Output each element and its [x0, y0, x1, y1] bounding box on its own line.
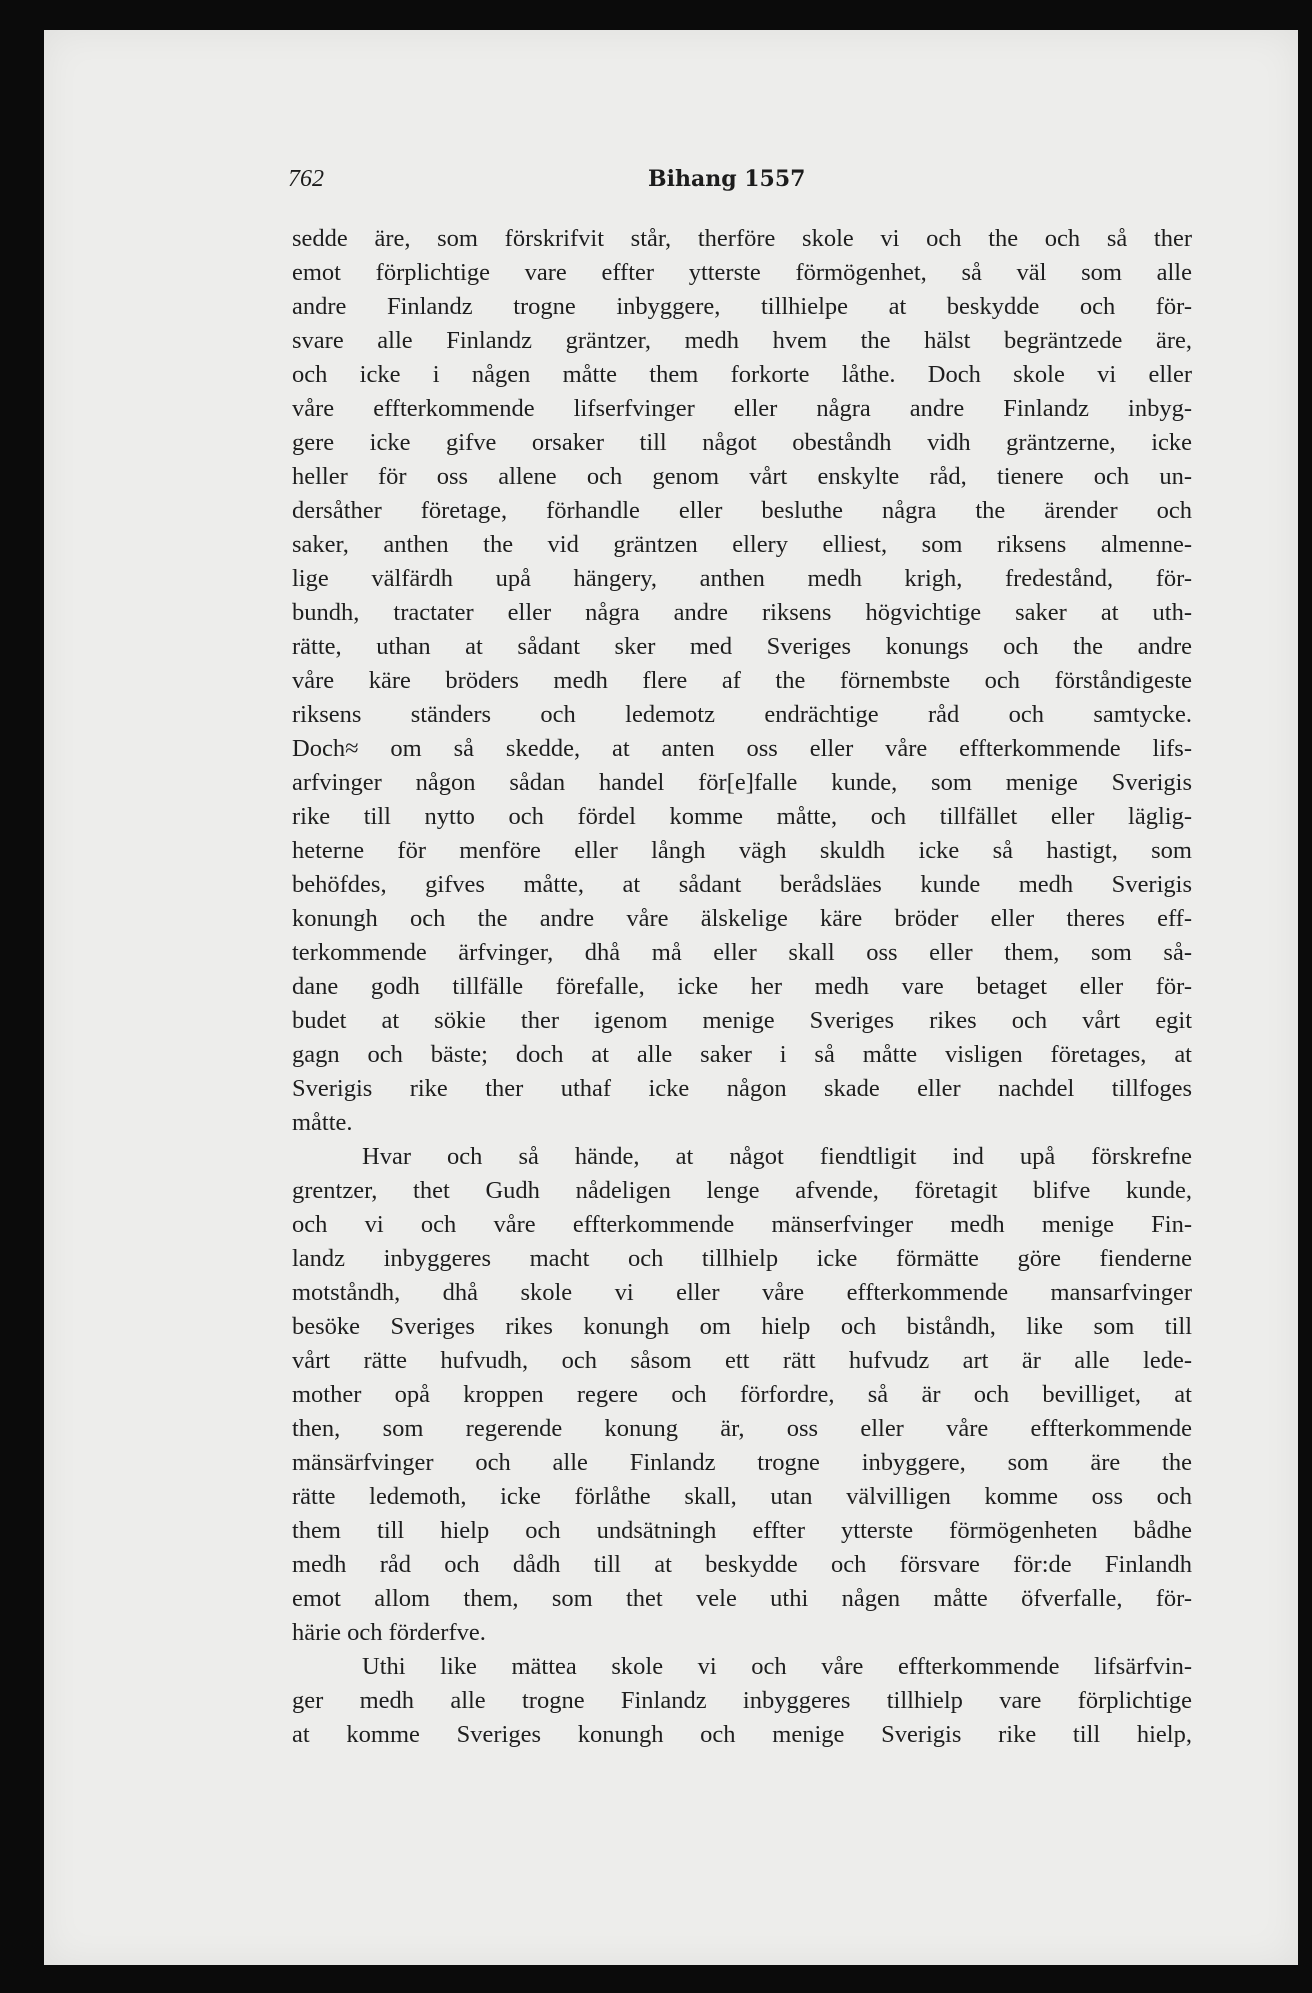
text-line: dane godh tillfälle förefalle, icke her medh vare betaget eller för-	[292, 973, 1192, 1000]
text-line: medh råd och dådh till at beskydde och försvare för:de Finlandh	[292, 1551, 1192, 1578]
text-line: them till hielp och undsätningh effter ytterste förmögenheten bådhe	[292, 1517, 1192, 1544]
text-line: Doch≈ om så skedde, at anten oss eller våre effterkommende lifs-	[292, 735, 1192, 762]
text-line: våre käre bröders medh flere af the förnembste och förståndigeste	[292, 667, 1192, 694]
text-line: måtte.	[292, 1109, 353, 1136]
text-line: mother opå kroppen regere och förfordre, så är och bevilliget, at	[292, 1381, 1192, 1408]
text-line: riksens ständers och ledemotz endrächtige råd och samtycke.	[292, 701, 1192, 728]
text-line: konungh och the andre våre älskelige käre bröder eller theres eff-	[292, 905, 1192, 932]
text-line: mänsärfvinger och alle Finlandz trogne inbyggere, som äre the	[292, 1449, 1192, 1476]
text-line: terkommende ärfvinger, dhå må eller skall oss eller them, som så-	[292, 939, 1192, 966]
page-number: 762	[288, 166, 324, 192]
text-line: och icke i någen måtte them forkorte låthe. Doch skole vi eller	[292, 361, 1192, 388]
text-line: emot allom them, som thet vele uthi någen måtte öfverfalle, för-	[292, 1585, 1192, 1612]
text-line: rätte, uthan at sådant sker med Sveriges konungs och the andre	[292, 633, 1192, 660]
text-line: behöfdes, gifves måtte, at sådant berådsläes kunde medh Sverigis	[292, 871, 1192, 898]
text-line: härie och förderfve.	[292, 1619, 486, 1646]
text-line: arfvinger någon sådan handel för[e]falle kunde, som menige Sverigis	[292, 769, 1192, 796]
body-text	[292, 222, 1192, 1752]
text-line: ger medh alle trogne Finlandz inbyggeres tillhielp vare förplichtige	[292, 1687, 1192, 1714]
text-line: dersåther företage, förhandle eller besluthe några the ärender och	[292, 497, 1192, 524]
text-line: lige välfärdh upå hängery, anthen medh krigh, fredestånd, för-	[292, 565, 1192, 592]
text-line: besöke Sveriges rikes konungh om hielp och biståndh, like som till	[292, 1313, 1192, 1340]
text-line: heller för oss allene och genom vårt enskylte råd, tienere och un-	[292, 463, 1192, 490]
page-header	[288, 160, 1188, 200]
text-line: budet at sökie ther igenom menige Sveriges rikes och vårt egit	[292, 1007, 1192, 1034]
text-line: rike till nytto och fördel komme måtte, och tillfället eller läglig-	[292, 803, 1192, 830]
text-line: saker, anthen the vid gräntzen ellery elliest, som riksens almenne-	[292, 531, 1192, 558]
text-line: emot förplichtige vare effter ytterste förmögenhet, så väl som alle	[292, 259, 1192, 286]
text-line: gere icke gifve orsaker till något obeståndh vidh gräntzerne, icke	[292, 429, 1192, 456]
text-line: gagn och bäste; doch at alle saker i så måtte visligen företages, at	[292, 1041, 1192, 1068]
text-line: Uthi like mättea skole vi och våre effterkommende lifsärfvin-	[362, 1653, 1192, 1680]
running-title: Bihang 1557	[648, 166, 806, 192]
text-line: sedde äre, som förskrifvit står, therföre skole vi och the och så ther	[292, 225, 1192, 252]
text-line: Sverigis rike ther uthaf icke någon skade eller nachdel tillfoges	[292, 1075, 1192, 1102]
text-line: Hvar och så hände, at något fiendtligit ind upå förskrefne	[362, 1143, 1192, 1170]
text-line: motståndh, dhå skole vi eller våre effterkommende mansarfvinger	[292, 1279, 1192, 1306]
text-line: heterne för menföre eller långh vägh skuldh icke så hastigt, som	[292, 837, 1192, 864]
text-line: vårt rätte hufvudh, och såsom ett rätt hufvudz art är alle lede-	[292, 1347, 1192, 1374]
text-line: bundh, tractater eller några andre riksens högvichtige saker at uth-	[292, 599, 1192, 626]
text-line: andre Finlandz trogne inbyggere, tillhielpe at beskydde och för-	[292, 293, 1192, 320]
text-line: grentzer, thet Gudh nådeligen lenge afvende, företagit blifve kunde,	[292, 1177, 1192, 1204]
text-line: våre effterkommende lifserfvinger eller några andre Finlandz inbyg-	[292, 395, 1192, 422]
text-line: rätte ledemoth, icke förlåthe skall, utan välvilligen komme oss och	[292, 1483, 1192, 1510]
text-line: at komme Sveriges konungh och menige Sverigis rike till hielp,	[292, 1721, 1192, 1748]
text-line: och vi och våre effterkommende mänserfvinger medh menige Fin-	[292, 1211, 1192, 1238]
text-line: svare alle Finlandz gräntzer, medh hvem the hälst begräntzede äre,	[292, 327, 1192, 354]
text-line: then, som regerende konung är, oss eller våre effterkommende	[292, 1415, 1192, 1442]
text-line: landz inbyggeres macht och tillhielp icke förmätte göre fienderne	[292, 1245, 1192, 1272]
